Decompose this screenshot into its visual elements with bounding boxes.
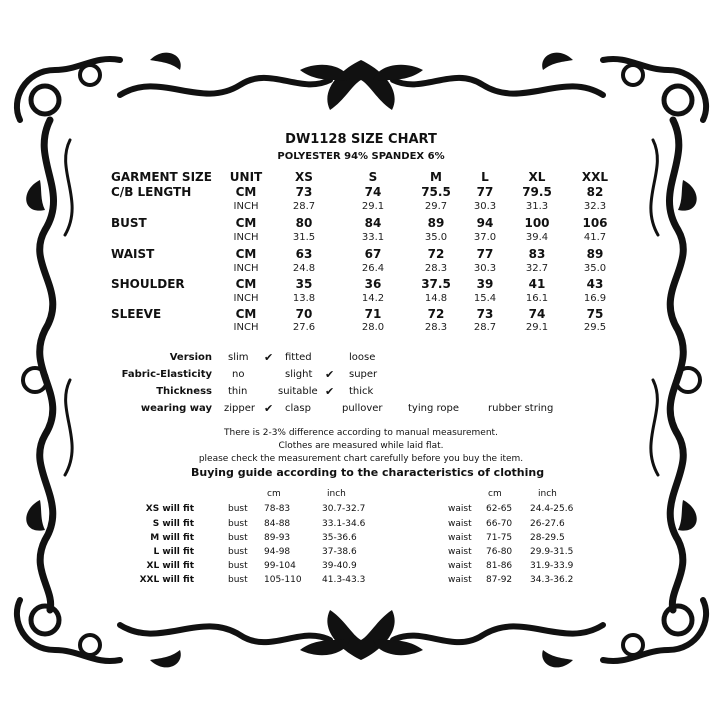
shoulder-inch-l: 15.4	[473, 293, 497, 304]
guide-waist-cm: 66-70	[486, 519, 513, 529]
guide-bust-label: bust	[228, 547, 248, 557]
measurement-note: There is 2-3% difference according to manual measurement.	[224, 428, 498, 438]
measurement-note: Clothes are measured while laid flat.	[278, 441, 444, 451]
guide-waist-cm: 62-65	[486, 504, 513, 514]
guide-waist-label: waist	[448, 533, 472, 543]
unit-cm: CM	[235, 216, 257, 230]
guide-waist-inch: 26-27.6	[530, 519, 565, 529]
attr-label-thickness: Thickness	[156, 386, 212, 397]
attr-option: tying rope	[408, 403, 459, 414]
guide-waist-label: waist	[448, 575, 472, 585]
waist-cm-m: 72	[427, 247, 445, 261]
guide-bust-cm: 105-110	[264, 575, 302, 585]
row-label-waist: WAIST	[111, 247, 155, 261]
header-size-l: L	[481, 170, 489, 184]
waist-inch-xl: 32.7	[525, 263, 549, 274]
attr-label-fabric-elasticity: Fabric-Elasticity	[121, 369, 212, 380]
cb-length-inch-xs: 28.7	[292, 201, 316, 212]
cb-length-cm-xxl: 82	[586, 185, 604, 199]
unit-cm: CM	[235, 247, 257, 261]
guide-bust-cm: 84-88	[264, 519, 291, 529]
guide-waist-inch: 29.9-31.5	[530, 547, 574, 557]
attr-option: no	[232, 369, 245, 380]
guide-unit-cm: cm	[267, 489, 281, 499]
shoulder-cm-xl: 41	[528, 277, 546, 291]
check-mark-icon: ✔	[264, 402, 274, 415]
shoulder-cm-xs: 35	[295, 277, 313, 291]
guide-bust-label: bust	[228, 561, 248, 571]
waist-cm-l: 77	[476, 247, 494, 261]
guide-waist-cm: 71-75	[486, 533, 513, 543]
measurement-note: please check the measurement chart carefully before you buy the item.	[198, 454, 524, 464]
guide-fit-label: M will fit	[150, 533, 194, 543]
guide-bust-inch: 39-40.9	[322, 561, 357, 571]
header-size-xxl: XXL	[581, 170, 609, 184]
attr-option: thick	[349, 386, 374, 397]
guide-bust-label: bust	[228, 519, 248, 529]
cb-length-cm-xs: 73	[295, 185, 313, 199]
attr-label-wearing-way: wearing way	[140, 403, 212, 414]
guide-bust-label: bust	[228, 575, 248, 585]
unit-inch: INCH	[233, 293, 259, 304]
guide-waist-label: waist	[448, 561, 472, 571]
shoulder-inch-xs: 13.8	[292, 293, 316, 304]
guide-unit-inch: inch	[327, 489, 346, 499]
bust-inch-xxl: 41.7	[583, 232, 607, 243]
cb-length-cm-xl: 79.5	[522, 185, 552, 199]
shoulder-inch-m: 14.8	[424, 293, 448, 304]
guide-bust-inch: 37-38.6	[322, 547, 357, 557]
guide-bust-cm: 78-83	[264, 504, 291, 514]
guide-waist-cm: 87-92	[486, 575, 513, 585]
unit-cm: CM	[235, 277, 257, 291]
guide-fit-label: XL will fit	[146, 561, 194, 571]
waist-inch-xxl: 35.0	[583, 263, 607, 274]
cb-length-cm-l: 77	[476, 185, 494, 199]
guide-bust-inch: 33.1-34.6	[322, 519, 366, 529]
sleeve-inch-m: 28.3	[424, 322, 448, 333]
guide-waist-inch: 31.9-33.9	[530, 561, 574, 571]
attr-option: suitable	[278, 386, 318, 397]
guide-fit-label: XS will fit	[145, 504, 194, 514]
sleeve-inch-l: 28.7	[473, 322, 497, 333]
header-size-s: S	[368, 170, 378, 184]
guide-waist-inch: 24.4-25.6	[530, 504, 574, 514]
guide-waist-inch: 28-29.5	[530, 533, 565, 543]
bust-inch-m: 35.0	[424, 232, 448, 243]
unit-cm: CM	[235, 185, 257, 199]
attr-option: clasp	[285, 403, 311, 414]
check-mark-icon: ✔	[264, 351, 274, 364]
cb-length-cm-m: 75.5	[421, 185, 451, 199]
shoulder-cm-s: 36	[364, 277, 382, 291]
sleeve-inch-s: 28.0	[361, 322, 385, 333]
sleeve-inch-xl: 29.1	[525, 322, 549, 333]
guide-waist-inch: 34.3-36.2	[530, 575, 574, 585]
guide-waist-cm: 81-86	[486, 561, 513, 571]
sleeve-cm-l: 73	[476, 307, 494, 321]
guide-bust-cm: 94-98	[264, 547, 291, 557]
attr-option: rubber string	[488, 403, 554, 414]
guide-bust-label: bust	[228, 504, 248, 514]
guide-bust-inch: 30.7-32.7	[322, 504, 366, 514]
header-unit: UNIT	[229, 170, 263, 184]
header-garment-size: GARMENT SIZE	[111, 170, 212, 184]
waist-cm-s: 67	[364, 247, 382, 261]
header-size-xs: XS	[295, 170, 313, 184]
waist-inch-l: 30.3	[473, 263, 497, 274]
sleeve-cm-xs: 70	[295, 307, 313, 321]
attr-label-version: Version	[169, 352, 212, 363]
chart-title: DW1128 SIZE CHART	[285, 132, 437, 147]
attr-option: loose	[349, 352, 376, 363]
guide-unit-inch: inch	[538, 489, 557, 499]
sleeve-inch-xxl: 29.5	[583, 322, 607, 333]
sleeve-inch-xs: 27.6	[292, 322, 316, 333]
bust-cm-s: 84	[364, 216, 382, 230]
check-mark-icon: ✔	[325, 368, 335, 381]
cb-length-inch-xl: 31.3	[525, 201, 549, 212]
guide-bust-inch: 35-36.6	[322, 533, 357, 543]
guide-waist-cm: 76-80	[486, 547, 513, 557]
waist-inch-m: 28.3	[424, 263, 448, 274]
guide-fit-label: S will fit	[152, 519, 194, 529]
guide-fit-label: XXL will fit	[139, 575, 194, 585]
unit-inch: INCH	[233, 263, 259, 274]
shoulder-cm-xxl: 43	[586, 277, 604, 291]
guide-unit-cm: cm	[488, 489, 502, 499]
attr-option: thin	[228, 386, 248, 397]
guide-bust-cm: 89-93	[264, 533, 291, 543]
bust-cm-xxl: 106	[582, 216, 608, 230]
unit-cm: CM	[235, 307, 257, 321]
shoulder-cm-m: 37.5	[421, 277, 451, 291]
unit-inch: INCH	[233, 201, 259, 212]
header-size-m: M	[430, 170, 442, 184]
waist-cm-xl: 83	[528, 247, 546, 261]
material-composition: POLYESTER 94% SPANDEX 6%	[277, 151, 445, 162]
attr-option: slight	[285, 369, 313, 380]
guide-waist-label: waist	[448, 547, 472, 557]
row-label-shoulder: SHOULDER	[111, 277, 185, 291]
cb-length-inch-l: 30.3	[473, 201, 497, 212]
waist-cm-xs: 63	[295, 247, 313, 261]
sleeve-cm-xxl: 75	[586, 307, 604, 321]
guide-bust-inch: 41.3-43.3	[322, 575, 366, 585]
row-label-sleeve: SLEEVE	[111, 307, 162, 321]
sleeve-cm-s: 71	[364, 307, 382, 321]
attr-option: zipper	[224, 403, 255, 414]
row-label-bust: BUST	[111, 216, 147, 230]
sleeve-cm-xl: 74	[528, 307, 546, 321]
bust-cm-xl: 100	[524, 216, 550, 230]
cb-length-cm-s: 74	[364, 185, 382, 199]
guide-bust-label: bust	[228, 533, 248, 543]
row-label-cb-length: C/B LENGTH	[111, 185, 192, 199]
unit-inch: INCH	[233, 232, 259, 243]
waist-inch-xs: 24.8	[292, 263, 316, 274]
buying-guide-title: Buying guide according to the characteristics of clothing	[191, 466, 545, 479]
waist-cm-xxl: 89	[586, 247, 604, 261]
header-size-xl: XL	[528, 170, 546, 184]
bust-inch-s: 33.1	[361, 232, 385, 243]
shoulder-inch-xl: 16.1	[525, 293, 549, 304]
sleeve-cm-m: 72	[427, 307, 445, 321]
attr-option: pullover	[342, 403, 383, 414]
bust-cm-m: 89	[427, 216, 445, 230]
guide-bust-cm: 99-104	[264, 561, 296, 571]
attr-option: slim	[228, 352, 249, 363]
shoulder-inch-s: 14.2	[361, 293, 385, 304]
check-mark-icon: ✔	[325, 385, 335, 398]
waist-inch-s: 26.4	[361, 263, 385, 274]
cb-length-inch-m: 29.7	[424, 201, 448, 212]
guide-fit-label: L will fit	[153, 547, 194, 557]
cb-length-inch-s: 29.1	[361, 201, 385, 212]
attr-option: super	[349, 369, 378, 380]
guide-waist-label: waist	[448, 504, 472, 514]
shoulder-inch-xxl: 16.9	[583, 293, 607, 304]
shoulder-cm-l: 39	[476, 277, 494, 291]
unit-inch: INCH	[233, 322, 259, 333]
bust-inch-xl: 39.4	[525, 232, 549, 243]
cb-length-inch-xxl: 32.3	[583, 201, 607, 212]
bust-inch-l: 37.0	[473, 232, 497, 243]
bust-inch-xs: 31.5	[292, 232, 316, 243]
bust-cm-l: 94	[476, 216, 494, 230]
attr-option: fitted	[285, 352, 312, 363]
bust-cm-xs: 80	[295, 216, 313, 230]
guide-waist-label: waist	[448, 519, 472, 529]
